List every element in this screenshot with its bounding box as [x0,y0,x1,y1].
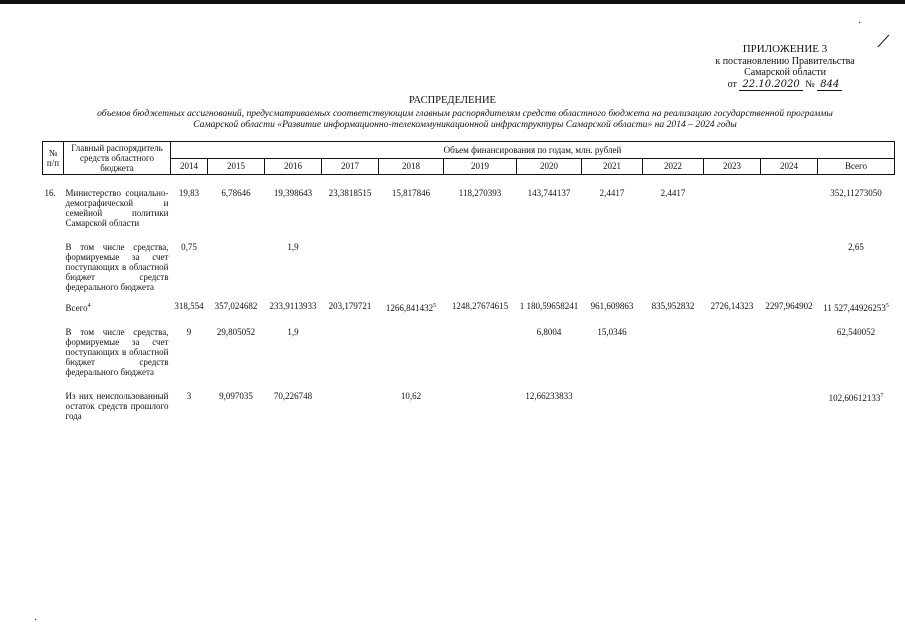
cell: 143,744137 [527,188,571,198]
table-row-total [43,293,895,314]
cell [761,326,818,378]
cell [379,293,444,314]
cell: 233,9113933 [269,301,317,311]
cell [761,390,818,422]
header-year: 2017 [322,158,379,175]
row-num [43,390,64,422]
cell: 10,62 [400,391,422,401]
cell: 15,0346 [597,327,627,337]
footnote-mark: 5 [885,303,889,309]
date-value: 22.10.2020 [739,79,802,91]
footnote-mark: 7 [880,393,884,399]
header-year: 2021 [582,158,643,175]
cell: 318,554 [174,301,204,311]
cell: 6,78646 [221,188,251,198]
cell [761,241,818,293]
cell: 6,8004 [536,327,562,337]
appendix-line2: Самарской области [744,67,826,78]
table-row [43,187,895,229]
cell: 2726,14323 [710,301,754,311]
cell: 19,83 [178,188,200,198]
cell: 1,9 [287,242,299,252]
appendix-line1: к постановлению Правительства [715,55,855,67]
cell: 2,4417 [599,188,625,198]
cell: 203,179721 [328,301,372,311]
cell: 62,540052 [836,327,876,337]
row-name-text: Всего [65,303,88,313]
row-name: В том числе средства, формируемые за счет поступающих в областной бюджет средств федерального бюджета [65,242,169,292]
subtitle-line1: объемов бюджетных ассигнований, предусматриваемых соответствующим главным распорядителям средств областного бюджета на реализацию государственной программы [97,108,833,119]
mark-dot: · [858,18,862,29]
cell: 15,817846 [391,188,431,198]
row-name: Министерство социально-демографической и семейной политики Самарской области [65,188,169,228]
footnote-mark: 4 [87,303,91,309]
number-value: 844 [817,79,842,91]
handwritten-mark: / [876,27,890,54]
row-name: В том числе средства, формируемые за счет поступающих в областной бюджет средств федерального бюджета [65,327,169,377]
cell [444,241,517,293]
cell-value: 11 527,44926253 [823,303,886,313]
header-year: 2024 [761,158,818,175]
cell [704,326,761,378]
cell [444,326,517,378]
cell: 2,65 [848,242,864,252]
cell [322,241,379,293]
row-num: 16. [44,188,56,198]
row-num [43,326,64,378]
cell [704,390,761,422]
cell: 0,75 [181,242,197,252]
cell-value: 1266,841432 [385,303,434,313]
row-name: Из них неиспользованный остаток средств прошлого года [65,391,169,421]
cell [379,241,444,293]
cell [517,241,582,293]
cell [582,390,643,422]
cell [704,187,761,229]
header-year: 2020 [517,158,582,175]
cell: 1,9 [287,327,299,337]
scan-dot: · [34,615,38,626]
cell [582,241,643,293]
header-year: 2014 [171,158,208,175]
cell: 12,66233833 [525,391,573,401]
header-manager: Главный распорядитель средств областного бюджета [64,142,171,175]
cell: 19,398643 [273,188,313,198]
cell [704,241,761,293]
document-title: РАСПРЕДЕЛЕНИЕ [409,95,496,106]
footnote-mark: 5 [433,303,437,309]
cell: 2,4417 [660,188,686,198]
cell [761,187,818,229]
row-name [64,293,171,314]
cell [643,326,704,378]
header-year: 2015 [208,158,265,175]
cell: 29,805052 [216,327,256,337]
funding-table [42,141,895,422]
row-num [43,293,64,314]
header-year: 2016 [265,158,322,175]
table-row [43,241,895,293]
cell: 835,952832 [651,301,695,311]
appendix-block [700,44,870,90]
cell: 3 [186,391,192,401]
document-subtitle [40,108,890,130]
cell: 1 180,59658241 [519,301,579,311]
cell-value: 102,60612133 [828,393,881,403]
cell [322,326,379,378]
date-prefix: от [727,78,737,90]
header-year: 2019 [444,158,517,175]
cell: 961,609863 [590,301,634,311]
header-year: 2023 [704,158,761,175]
header-total: Всего [818,158,895,175]
row-num [43,241,64,293]
appendix-title: ПРИЛОЖЕНИЕ 3 [742,43,828,55]
cell: 1248,27674615 [451,301,509,311]
cell [818,390,895,422]
cell: 9,097035 [219,391,253,401]
cell [444,390,517,422]
cell: 118,270393 [458,188,502,198]
header-funding: Объем финансирования по годам, млн. рублей [171,142,895,159]
cell [208,241,265,293]
table-row [43,326,895,378]
cell [322,390,379,422]
cell [643,241,704,293]
cell: 70,226748 [273,391,313,401]
subtitle-line2: Самарской области «Развитие информационно-телекоммуникационной инфраструктуры Самарской области» на 2014 – 2024 годы [193,119,737,130]
cell [643,390,704,422]
cell: 352,11273050 [830,188,882,198]
cell: 357,024682 [214,301,258,311]
cell: 9 [186,327,192,337]
header-year: 2018 [379,158,444,175]
cell: 2297,964902 [765,301,813,311]
number-prefix: № [805,78,815,90]
cell [818,293,895,314]
top-border [0,0,905,4]
header-year: 2022 [643,158,704,175]
cell: 23,3818515 [328,188,372,198]
header-num: № п/п [43,142,64,175]
appendix-date-line [700,79,870,91]
table-row [43,390,895,422]
cell [379,326,444,378]
